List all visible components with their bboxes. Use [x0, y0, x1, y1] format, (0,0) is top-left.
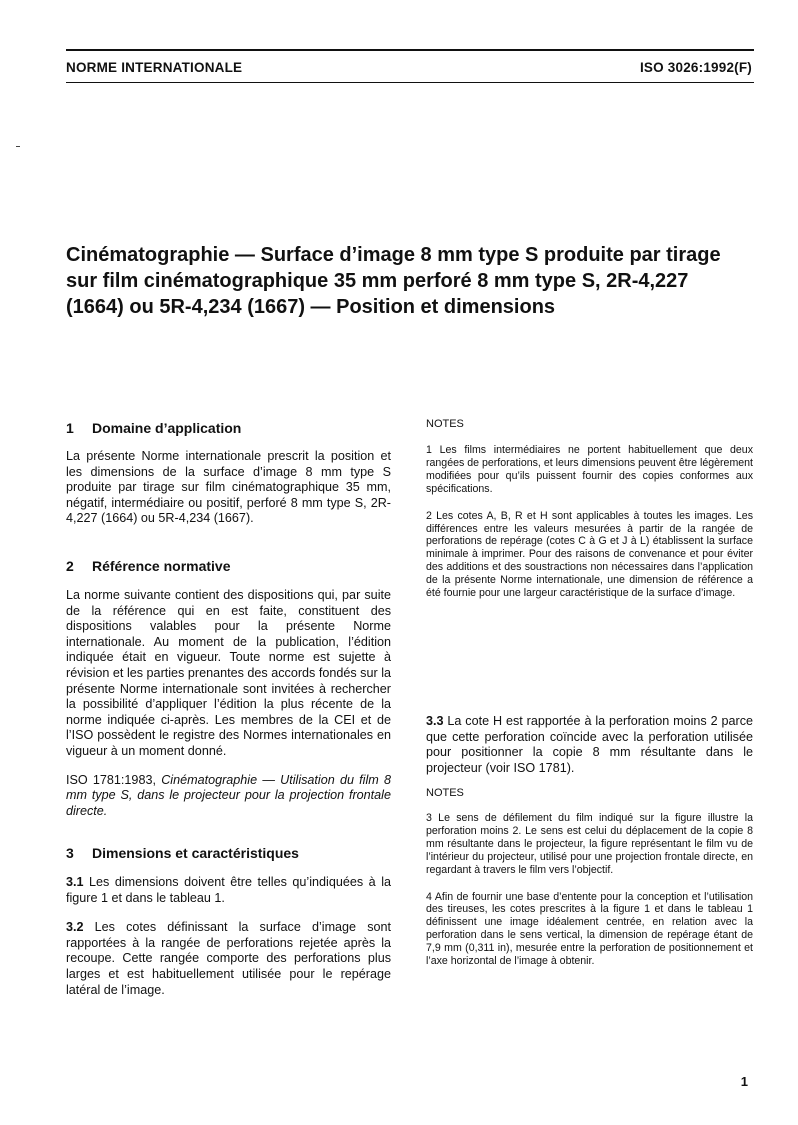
section-3 [66, 845, 391, 998]
section-2 [66, 558, 391, 819]
margin-mark [16, 146, 20, 147]
header-top-rule [66, 49, 754, 51]
document-title: Cinématographie — Surface d’image 8 mm type S produite par tirage sur film cinématographique 35 mm perforé 8 mm type S, 2R-4,227 (1664) ou 5R-4,234 (1667) — Position et dimensions [66, 244, 721, 318]
note-1: 1 Les films intermédiaires ne portent habituellement que deux rangées de perforations, et leurs dimensions peuvent être légèrement modifiées pour qu’ils puissent fournir des copies conformes aux spécifications. [426, 444, 753, 495]
clause-3-3 [426, 714, 753, 776]
section-2-text: La norme suivante contient des dispositions qui, par suite de la référence qui en est faite, constituent des dispositions valables pour la présente Norme internationale. Au moment de la publication, l’édition indiquée était en vigueur. Toute norme est sujette à révision et les parties prenantes des accords fondés sur la présente Norme internationale sont invitées à rechercher la possibilité d’appliquer l’édition la plus récente de la norme indiquée ci-après. Les membres de la CEI et de l’ISO possèdent le registre des Normes internationales en vigueur à un moment donné. [66, 588, 391, 758]
notes-label: NOTES [426, 418, 464, 430]
section-2-heading: 2 Référence normative [66, 558, 231, 574]
section-1 [66, 420, 391, 527]
header-bottom-rule [66, 82, 754, 83]
section-3-heading: 3 Dimensions et caractéristiques [66, 845, 299, 861]
section-1-text: La présente Norme internationale prescrit la position et les dimensions de la surface d’image 8 mm type S produite par tirage sur film cinématographique 35 mm, négatif, intermédiaire ou positif, perforé 8 mm type S, 2R-4,227 (1664) ou 5R-4,234 (1667). [66, 449, 391, 526]
notes-block-2 [426, 787, 753, 968]
clause-3-1: 3.1 Les dimensions doivent être telles qu’indiquées à la figure 1 et dans le tableau 1. [66, 875, 391, 905]
note-3: 3 Le sens de défilement du film indiqué sur la figure illustre la perforation moins 2. Le sens est celui du déplacement de la copie 8 mm résultante dans le projecteur, la figure représentant le film vu de l’intérieur du projecteur, utilisé pour une projection frontale directe, en regardant à travers le film vers l’objectif. [426, 812, 753, 876]
standard-reference: ISO 3026:1992(F) [639, 60, 752, 75]
clause-3-2: 3.2 Les cotes définissant la surface d’image sont rapportées à la rangée de perforations rejetée après la recoupe. Cette rangée comporte des perforations plus larges et est habituellement utilisée pour le repérage latéral de l’image. [66, 920, 391, 997]
normative-reference: ISO 1781:1983, Cinématographie — Utilisation du film 8 mm type S, dans le projecteur pour la projection frontale directe. [66, 772, 391, 818]
clause-3-3-text: 3.3 La cote H est rapportée à la perforation moins 2 parce que cette perforation coïncide avec la perforation utilisée pour positionner la copie 8 mm résultante dans le projecteur (voir ISO 1781). [426, 714, 753, 775]
document-type-label: NORME INTERNATIONALE [66, 60, 243, 75]
note-4: 4 Afin de fournir une base d’entente pour la conception et l’utilisation des tireuses, les cotes prescrites à la figure 1 et dans le tableau 1 définissent une image idéalement centrée, en relation avec la perforation dans le sens vertical, la dimension de repérage étant de 7,9 mm (0,311 in), mesurée entre la perforation de positionnement et l’axe horizontal de l’image à obtenir. [426, 890, 753, 968]
notes-block-1 [426, 418, 753, 600]
note-2: 2 Les cotes A, B, R et H sont applicables à toutes les images. Les différences entre les valeurs mesurées à partir de la rangée de perforations de repérage (cotes C à G et J à L) établissent la surface minimale à imprimer. Pour des raisons de convenance et pour éviter des additions et des soustractions non nécessaires dans l’application de la présente Norme internationale, une dimension de référence a été fournie pour une largeur caractéristique de la surface d’image. [426, 509, 753, 600]
page-number: 1 [740, 1074, 748, 1089]
section-1-heading: 1 Domaine d’application [66, 420, 242, 436]
notes-label: NOTES [426, 787, 464, 799]
